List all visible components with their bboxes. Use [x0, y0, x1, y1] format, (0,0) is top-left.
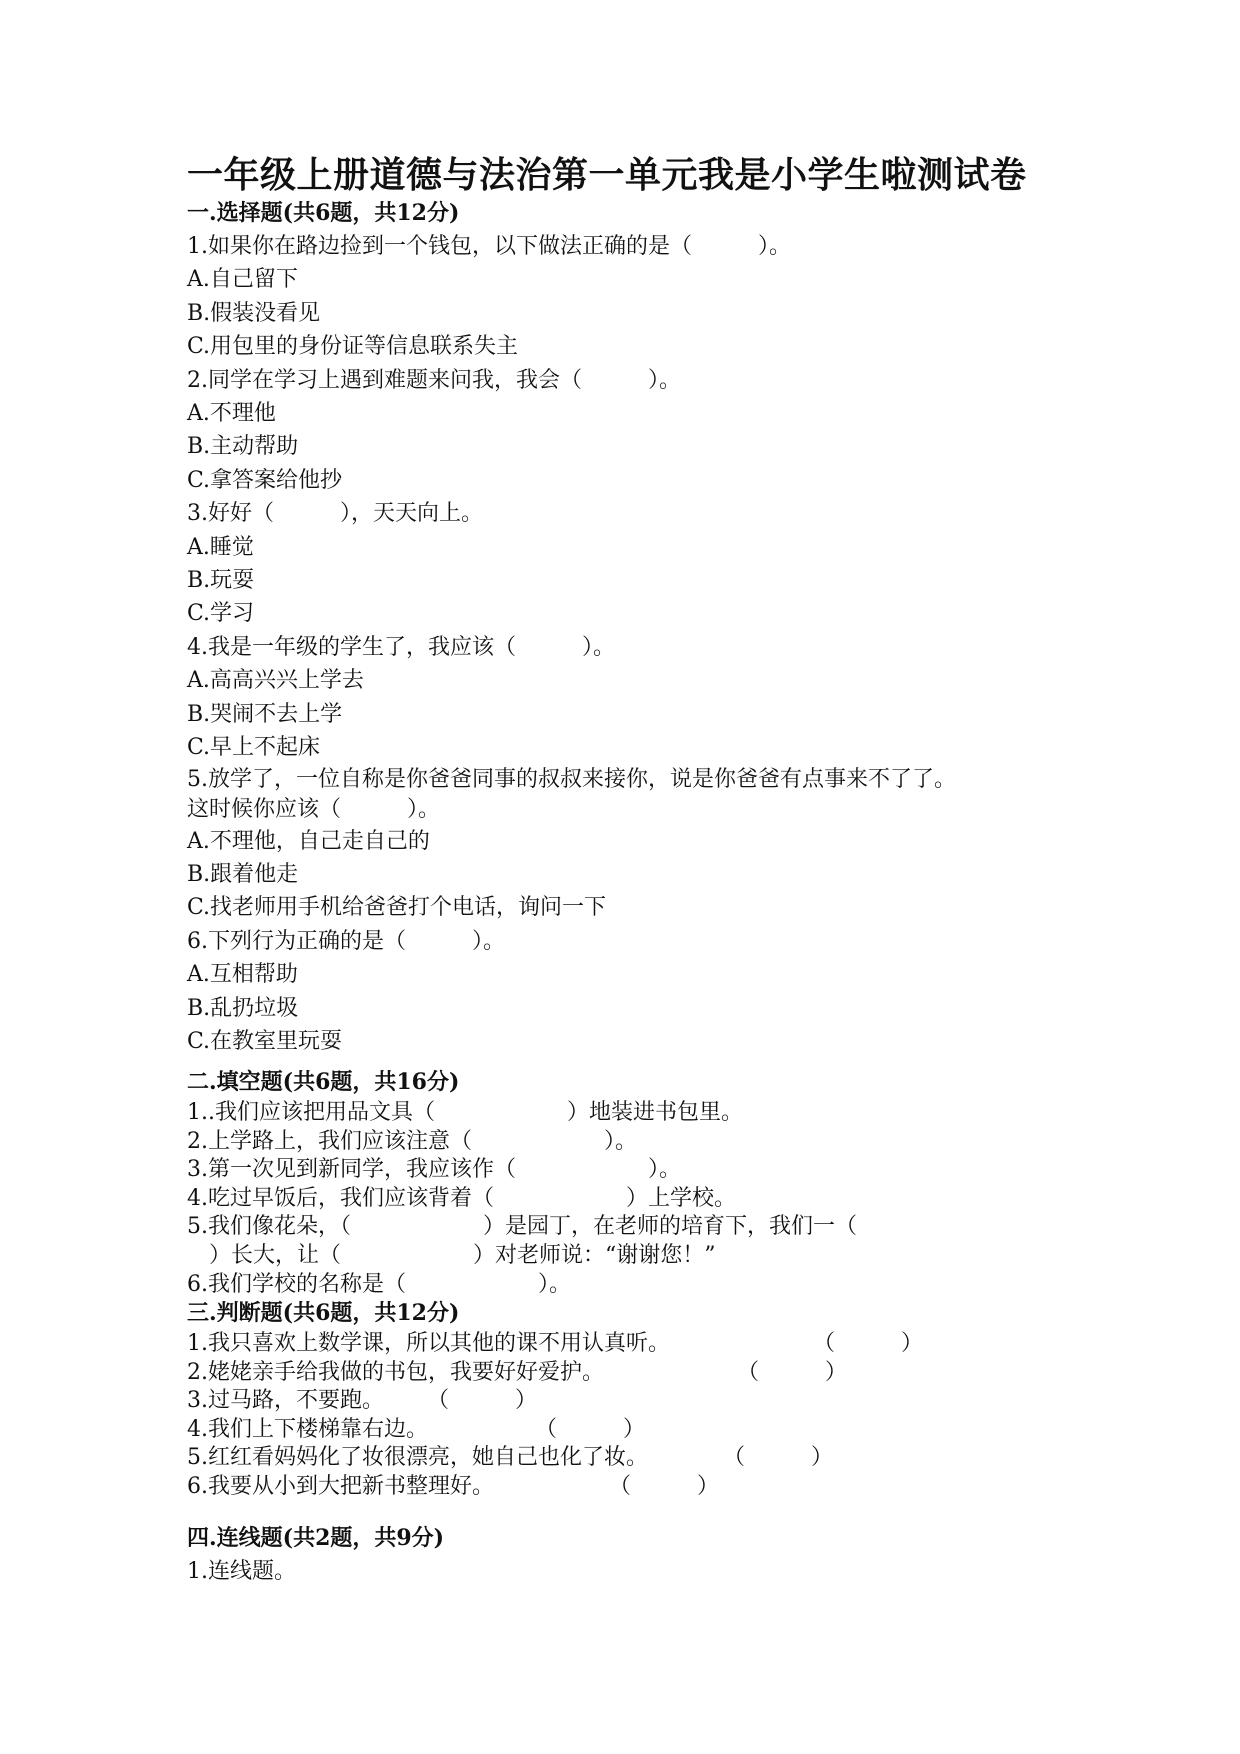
option-line: B.跟着他走 [187, 861, 299, 887]
option-line: C.用包里的身份证等信息联系失主 [187, 334, 519, 360]
question-line: 5.放学了，一位自称是你爸爸同事的叔叔来接你，说是你爸爸有点事来不了了。 [187, 766, 956, 792]
question-line: 3.第一次见到新同学，我应该作（ ）。 [187, 1157, 681, 1183]
answer-blank: （ ） [813, 1331, 924, 1356]
question-line: 4.吃过早饭后，我们应该背着（ ）上学校。 [187, 1185, 736, 1211]
answer-blank: （ ） [609, 1473, 720, 1499]
judge-item [187, 1387, 1087, 1416]
option-line: C.找老师用手机给爸爸打个电话，询问一下 [187, 895, 607, 921]
judge-stem: 1.我只喜欢上数学课，所以其他的课不用认真听。 [187, 1331, 670, 1356]
question-line: 5.我们像花朵，（ ）是园丁，在老师的培育下，我们一（ [187, 1214, 989, 1240]
question-line-continued: ）长大，让（ ）对老师说：“谢谢您！” [187, 1242, 716, 1268]
option-line: C.早上不起床 [187, 735, 321, 761]
option-line: B.玩耍 [187, 568, 255, 594]
section-multiple-choice [187, 196, 1087, 1058]
question-line: 2.同学在学习上遇到难题来问我，我会（ ）。 [187, 367, 681, 393]
question-line: 3.好好（ ），天天向上。 [187, 501, 483, 527]
option-line: A.互相帮助 [187, 962, 298, 988]
judge-stem: 6.我要从小到大把新书整理好。 [187, 1473, 494, 1499]
option-line: A.不理他，自己走自己的 [187, 828, 430, 854]
judge-stem: 4.我们上下楼梯靠右边。 [187, 1416, 428, 1442]
section-heading: 四.连线题(共2题，共9分) [187, 1525, 445, 1551]
section-fill-in-blank [187, 1065, 1087, 1299]
option-line: B.哭闹不去上学 [187, 701, 343, 727]
judge-item [187, 1444, 1087, 1473]
question-line-continued: 这时候你应该（ ）。 [187, 796, 441, 822]
section-matching [187, 1521, 1087, 1589]
question-line: 4.我是一年级的学生了，我应该（ ）。 [187, 634, 615, 660]
option-line: C.拿答案给他抄 [187, 467, 343, 493]
question-line: 1.如果你在路边捡到一个钱包，以下做法正确的是（ ）。 [187, 234, 791, 259]
option-line: B.主动帮助 [187, 434, 299, 460]
question-line: 1..我们应该把用品文具（ ）地装进书包里。 [187, 1100, 743, 1125]
option-line: A.睡觉 [187, 534, 254, 560]
section-heading: 三.判断题(共6题，共12分) [187, 1300, 460, 1326]
answer-blank: （ ） [737, 1359, 848, 1385]
option-line: A.自己留下 [187, 267, 298, 293]
section-true-false [187, 1296, 1087, 1502]
option-line: B.假装没看见 [187, 300, 321, 326]
judge-item [187, 1330, 1087, 1359]
question-line: 1.连线题。 [187, 1559, 296, 1584]
answer-blank: （ ） [535, 1416, 646, 1442]
judge-stem: 5.红红看妈妈化了妆很漂亮，她自己也化了妆。 [187, 1445, 648, 1471]
question-line: 6.我们学校的名称是（ ）。 [187, 1271, 571, 1297]
answer-blank: （ ） [427, 1388, 538, 1414]
page-title: 一年级上册道德与法治第一单元我是小学生啦测试卷 [187, 154, 1027, 196]
answer-blank: （ ） [723, 1445, 834, 1471]
judge-item [187, 1473, 1087, 1502]
option-line: C.在教室里玩耍 [187, 1028, 343, 1054]
option-line: A.不理他 [187, 401, 276, 427]
judge-item [187, 1416, 1087, 1445]
judge-stem: 2.姥姥亲手给我做的书包，我要好好爱护。 [187, 1359, 604, 1385]
question-line: 6.下列行为正确的是（ ）。 [187, 928, 505, 954]
section-heading: 一.选择题(共6题，共12分) [187, 200, 460, 226]
judge-stem: 3.过马路，不要跑。 [187, 1388, 384, 1414]
section-heading: 二.填空题(共6题，共16分) [187, 1069, 460, 1095]
option-line: C.学习 [187, 601, 255, 627]
option-line: A.高高兴兴上学去 [187, 668, 364, 694]
judge-item [187, 1359, 1087, 1388]
option-line: B.乱扔垃圾 [187, 995, 299, 1021]
question-line: 2.上学路上，我们应该注意（ ）。 [187, 1128, 637, 1154]
